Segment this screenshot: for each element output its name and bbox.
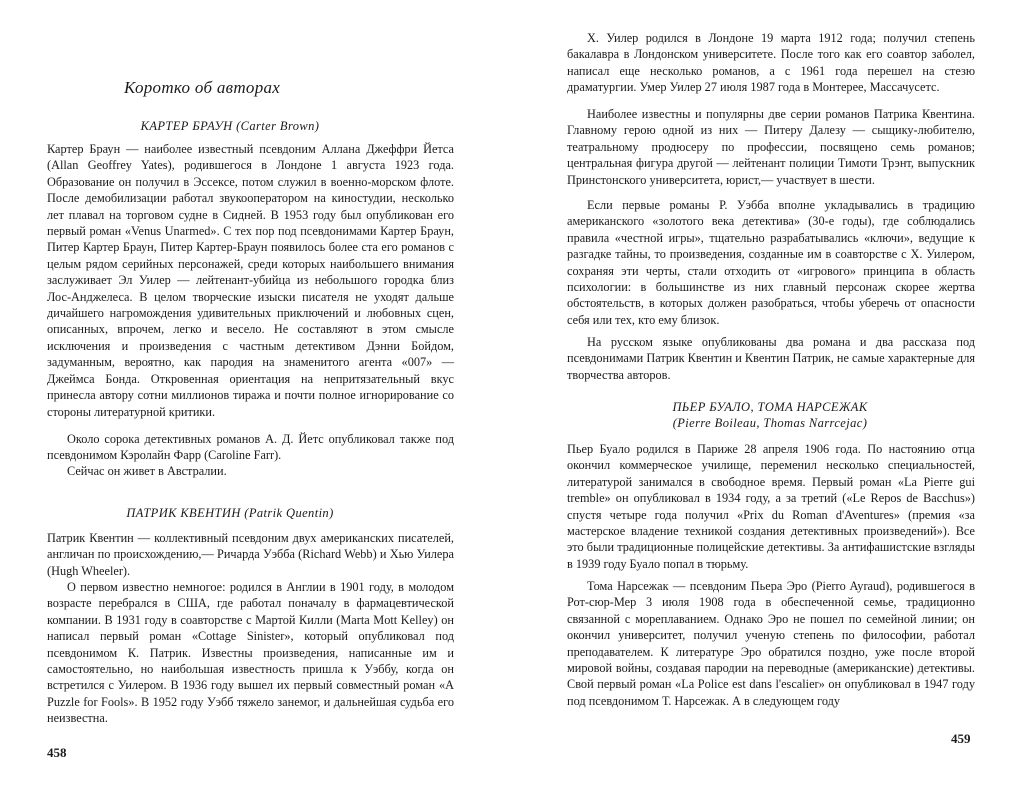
boileau-heading: ПЬЕР БУАЛО, ТОМА НАРСЕЖАК [672, 400, 868, 414]
section-title: Коротко об авторах [124, 78, 281, 97]
russian-editions-paragraph: На русском языке опубликованы два романа и два рассказа под псевдонимами Патрик Квентин и Квентин Патрик, не самые характерные для творчества авторов. [567, 335, 975, 382]
series-paragraph: Наиболее известны и популярны две серии романов Патрика Квентина. Главному герою одной из них — Питеру Далезу — сыщику-любителю, театральному продюсеру по профессии, посвящено семь романов; центральная фигура другой — лейтенант полиции Тимоти Трэнт, выпускник Принстонского университета, юрист,— участвует в шести. [567, 107, 975, 187]
narcejac-paragraph: Тома Нарсежак — псевдоним Пьера Эро (Pierro Ayraud), родившегося в Рот-сюр-Мер 3 июля 1908 года в обеспеченной семье, традиционно связанной с мореплаванием. Однако Эро не пошел по семейной линии; он окончил университет, получил ученую степень по философии, работал преподавателем. К литературе Эро обратился поздно, уже после второй мировой войны, создавая пародии на переводные (американские) детективы. Свой первый роман «La Police est dans l'escalier» он опубликовал в 1947 году под псевдонимом Т. Нарсежак. А в следующем году [567, 579, 975, 708]
brown-heading: КАРТЕР БРАУН (Carter Brown) [140, 119, 320, 133]
boileau-paragraph: Пьер Буало родился в Париже 28 апреля 1906 года. По настоянию отца окончил коммерческое училище, переменил несколько специальностей, литературой занимался в свободное время. Первый роман «La Pierre gui tremble» он опубликовал в 1934 году, а за третий («Le Repos de Bacchus») спустя четыре года получил «Prix du Roman d'Aventures» (премия «за мастерское владение техникой создания детективных произведений»). Все это были традиционные полицейские детективы. За антифашистские взгляды в 1939 году Буало попал в тюрьму. [567, 442, 975, 571]
quentin-paragraph-2: О первом известно немногое: родился в Англии в 1901 году, в молодом возрасте перебрался в США, где работал поначалу в фармацевтической компании. В 1931 году в соавторстве с Мартой Килли (Marta Mott Kelley) он написал первый роман «Cottage Sinister», который опубликовал под псевдонимом К. Патрик. Известны произведения, написанные им и самостоятельно, но наибольшая известность пришла к Уэббу, когда он встретился с Уилером. В 1936 году вышел их первый совместный роман «A Puzzle for Fools». В 1952 году Уэбб тяжело занемог, и дальнейшая судьба его неизвестна. [47, 580, 454, 726]
boileau-subheading: (Pierre Boileau, Thomas Narrcejac) [672, 416, 868, 430]
quentin-heading: ПАТРИК КВЕНТИН (Patrik Quentin) [126, 506, 334, 520]
right-page [510, 0, 1019, 800]
brown-paragraph-2: Около сорока детективных романов А. Д. Йетс опубликовал также под псевдонимом Кэролайн Фарр (Caroline Farr). [47, 432, 454, 463]
page-number-left: 458 [47, 745, 67, 760]
page-number-right: 459 [951, 731, 971, 746]
quentin-paragraph-1: Патрик Квентин — коллективный псевдоним двух американских писателей, англичан по происхождению,— Ричарда Уэбба (Richard Webb) и Хью Уилера (Hugh Wheeler). [47, 531, 454, 578]
wheeler-paragraph: Х. Уилер родился в Лондоне 19 марта 1912 года; получил степень бакалавра в Лондонском университете. После того как его соавтор заболел, написал еще несколько романов, а с 1961 года перешел на стезю драматургии. Умер Уилер 27 июля 1987 года в Монтерее, Массачусетс. [567, 31, 975, 95]
brown-paragraph-1: Картер Браун — наиболее известный псевдоним Аллана Джеффри Йетса (Allan Geoffrey Yates), родившегося в Лондоне 1 августа 1923 года. Образование он получил в Эссексе, потом служил в военно-морском флоте. После демобилизации работал звукооператором на киностудии, несколько лет плавал на торговом судне в Сидней. В 1953 году был опубликован его первый роман «Venus Unarmed». С тех пор под псевдонимами Картер Браун, Питер Картер Браун, Питер Картер-Браун появилось более ста его романов с целым рядом серийных персонажей, среди которых наибольшего внимания заслуживает Эл Уилер — лейтенант-убийца из небольшого городка близ Лос-Анджелеса. В целом творческие изыски писателя не уходят дальше дичайшего нагромождения удивительных приключений и любовных сцен, описанных, впрочем, легко и весело. Не составляют в этом смысле исключения и произведения с частным детективом Дэнни Бойдом, задуманным, вероятно, как пародия на знаменитого агента «007» — Джеймса Бонда. Откровенная ориентация на непритязательный вкус принесла автору сотни миллионов тиража и почти полное игнорирование со стороны литературной критики. [47, 142, 454, 419]
brown-paragraph-3: Сейчас он живет в Австралии. [67, 464, 227, 478]
style-paragraph: Если первые романы Р. Уэбба вполне укладывались в традицию американского «золотого века детектива» (30-е годы), где соблюдались правила «честной игры», тщательно разрабатывались «ключи», ведущие к разгадке тайны, то произведения, созданные им в соавторстве с Х. Уилером, сохраняя эти черты, стали отходить от «игрового» принципа в область психологии: в большинстве из них главный персонаж скорее жертва обстоятельств, в которых должен разобраться, чтобы уберечь от опасности себя или тех, кто ему близок. [567, 198, 975, 327]
